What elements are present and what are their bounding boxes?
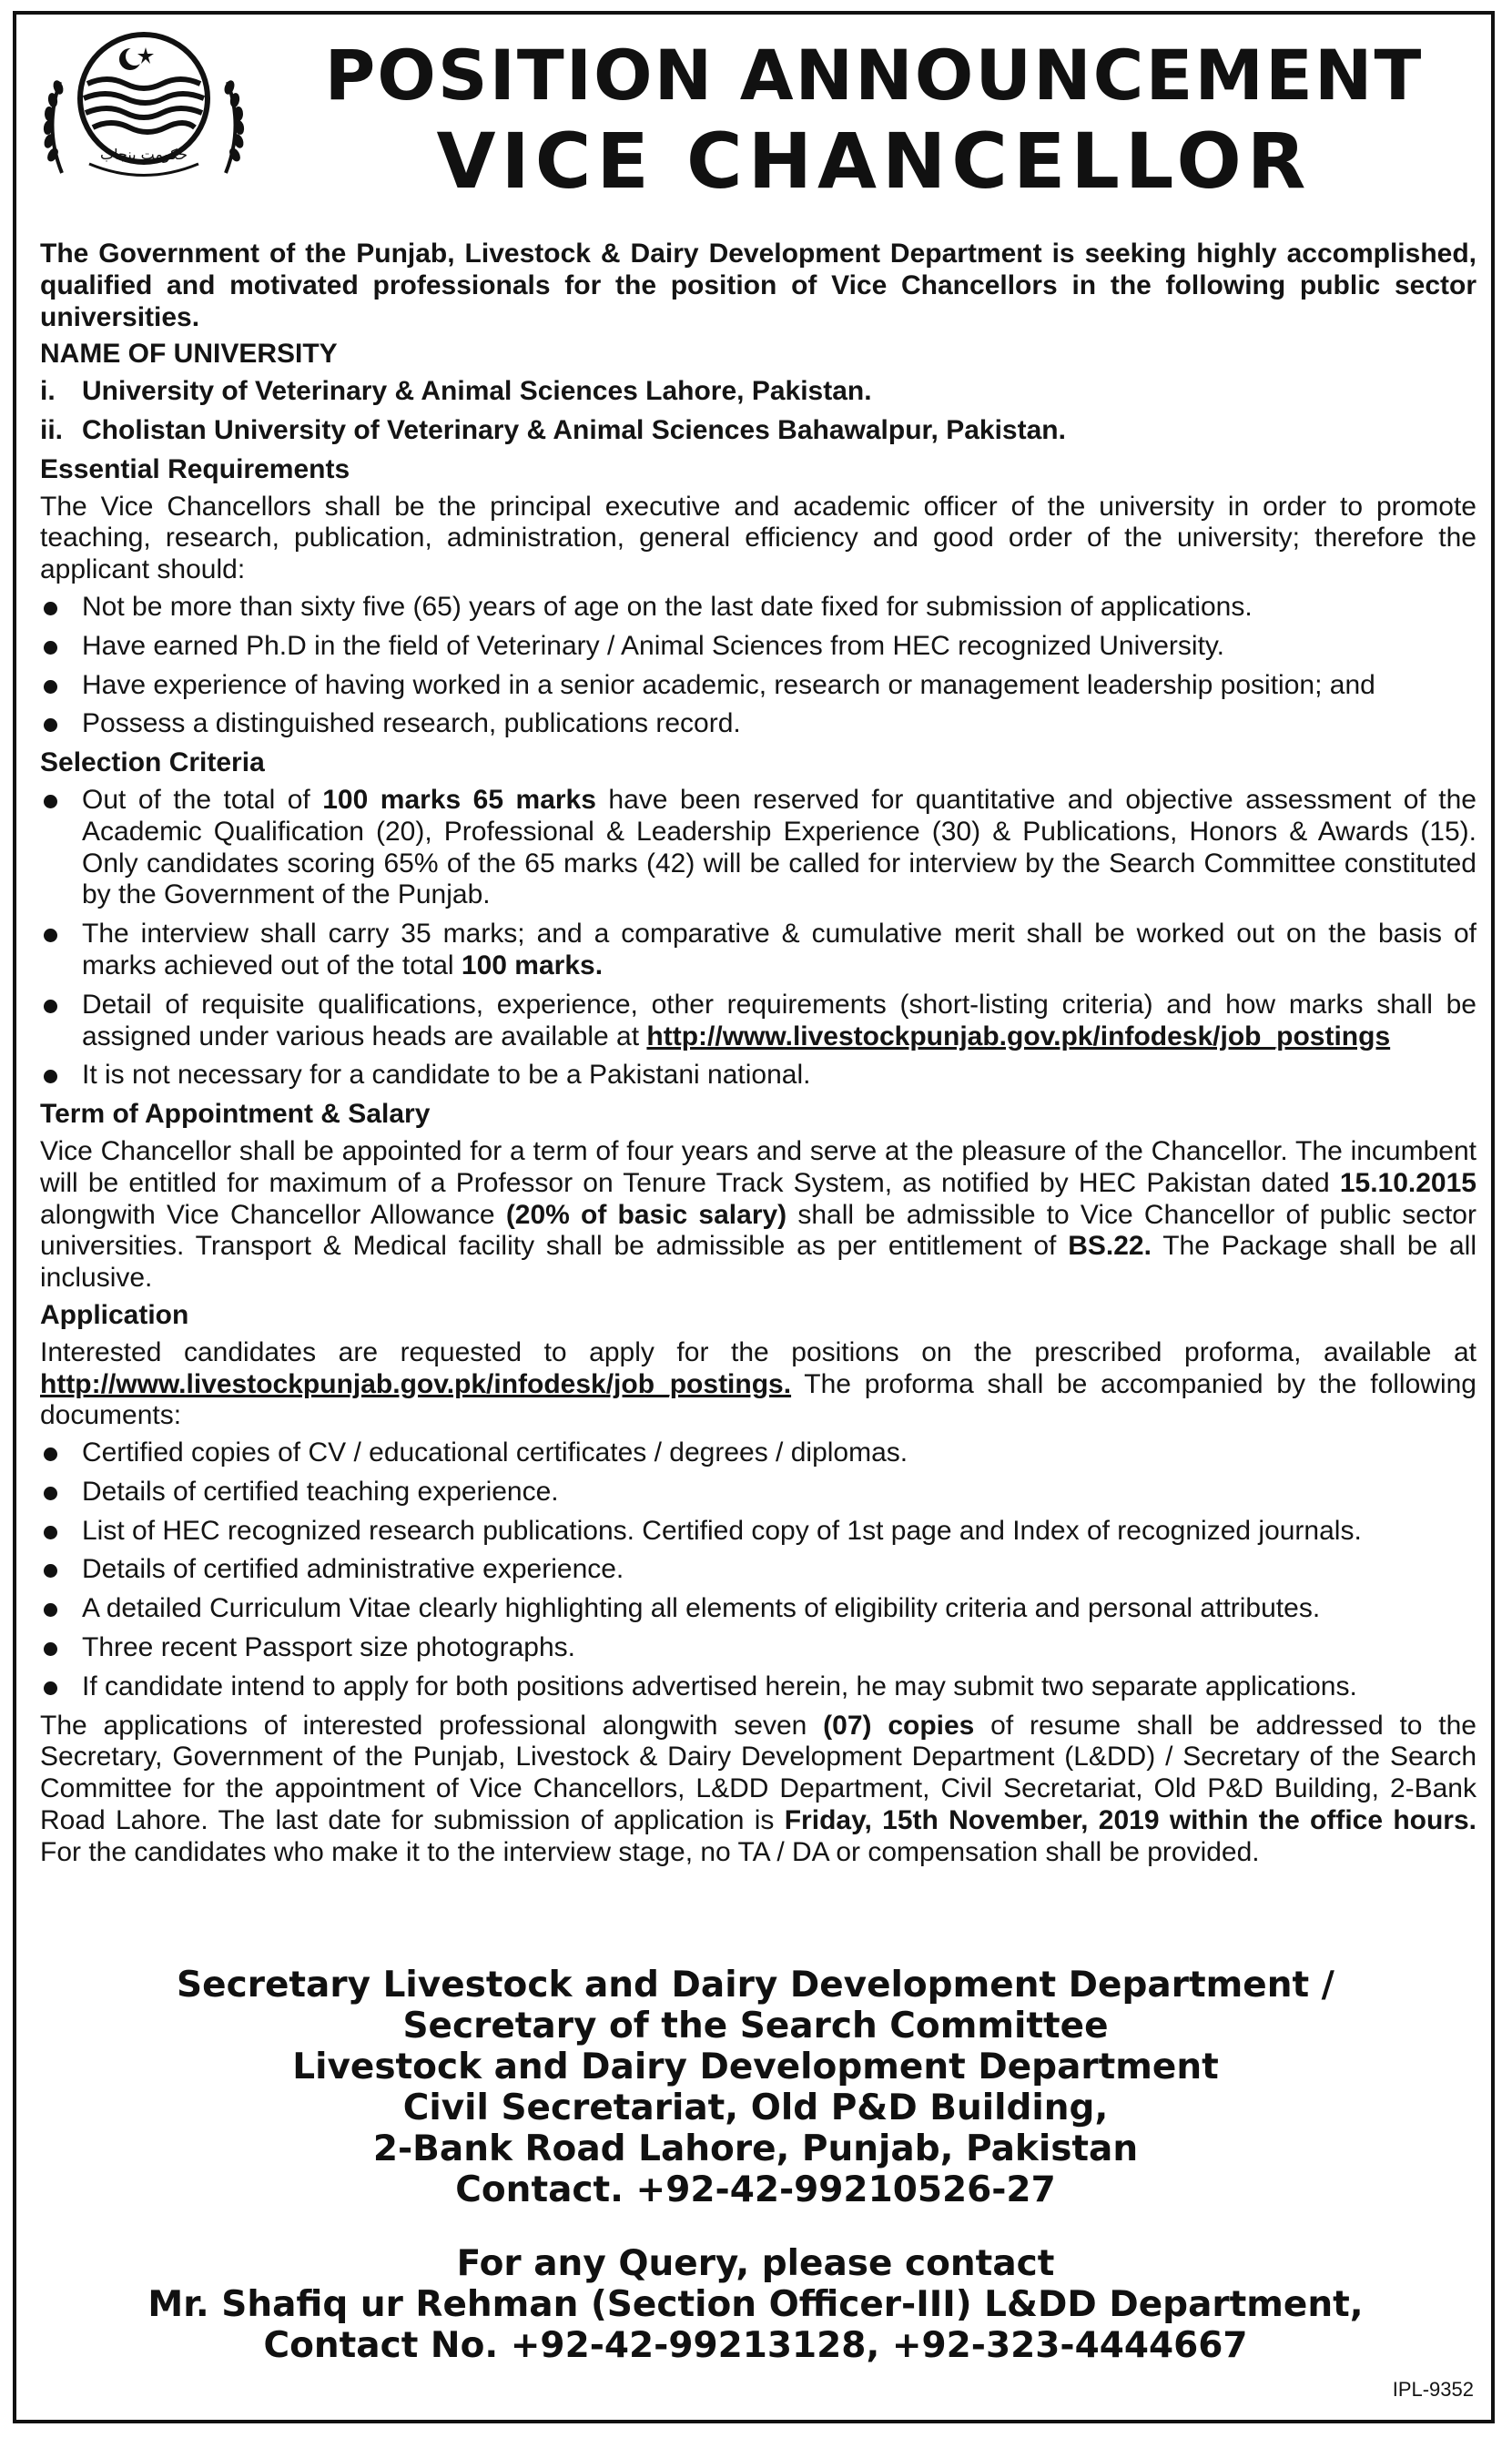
item-number: ii. (40, 414, 64, 445)
essential-requirements-heading: Essential Requirements (40, 453, 350, 484)
intro-paragraph: The Government of the Punjab, Livestock & Dairy Development Department is seeking highly accomplished, qualified and motivated professionals for the position of Vice Chancellors in the following public sector universities. (40, 239, 1476, 332)
bullet-icon (40, 1554, 82, 1586)
punjab-government-logo (35, 27, 253, 191)
bullet-icon (40, 1632, 82, 1664)
universities-heading: NAME OF UNIVERSITY (40, 339, 338, 370)
term-heading: Term of Appointment & Salary (40, 1099, 431, 1130)
announcement-title: POSITION ANNOUNCEMENT (324, 35, 1424, 116)
university-item (40, 376, 1476, 408)
essential-intro: The Vice Chancellors shall be the principal executive and academic officer of the university in order to promote teaching, research, publication, administration, general efficiency and good order of the university; therefore the applicant should: (40, 491, 1476, 585)
document-item: Details of certified teaching experience. (40, 1477, 1476, 1508)
address-line: 2-Bank Road Lahore, Punjab, Pakistan (372, 2128, 1139, 2169)
bullet-icon (40, 708, 82, 740)
address-line: Secretary Livestock and Dairy Development Department / (177, 1965, 1334, 2006)
document-item: Three recent Passport size photographs. (40, 1632, 1476, 1664)
term-paragraph: Vice Chancellor shall be appointed for a term of four years and serve at the pleasure of the Chancellor. The incumbent will be entitled for maximum of a Professor on Tenure Track System, as notified by HEC Pakistan dated 15.10.2015 alongwith Vice Chancellor Allowance (20% of basic salary) shall be admissible to Vice Chancellor of public sector universities. Transport & Medical facility shall be admissible as per entitlement of BS.22. The Package shall be all inclusive. (40, 1135, 1477, 1294)
document-item: List of HEC recognized research publications. Certified copy of 1st page and Index of recognized journals. (40, 1516, 1476, 1548)
criteria-item: It is not necessary for a candidate to be a Pakistani national. (40, 1060, 1476, 1092)
university-name: University of Veterinary & Animal Sciences Lahore, Pakistan. (82, 376, 872, 407)
proforma-link[interactable]: http://www.livestockpunjab.gov.pk/infodesk/job_postings. (40, 1368, 792, 1399)
announcement-body (40, 239, 1476, 1874)
bullet-icon (40, 1671, 82, 1703)
criteria-item: The interview shall carry 35 marks; and a comparative & cumulative merit shall be worked out on the basis of marks achieved out of the total 100 marks. (40, 919, 1476, 982)
address-line: Secretary of the Search Committee (402, 2006, 1109, 2047)
submission-paragraph: The applications of interested professional alongwith seven (07) copies of resume shall be addressed to the Secretary, Government of the Punjab, Livestock & Dairy Development Department (L&DD) / Secretary of the Search Committee for the appointment of Vice Chancellors, L&DD Department, Civil Secretariat, Old P&D Building, 2-Bank Road Lahore. The last date for submission of application is Friday, 15th November, 2019 within the office hours. For the candidates who make it to the interview stage, no TA / DA or compensation shall be provided. (40, 1710, 1476, 1867)
contact-address-block (27, 1965, 1484, 2210)
document-item: Certified copies of CV / educational certificates / degrees / diplomas. (40, 1437, 1476, 1469)
address-line: Civil Secretariat, Old P&D Building, (402, 2087, 1109, 2128)
criteria-item: Detail of requisite qualifications, experience, other requirements (short-listing criteria) and how marks shall be assigned under various heads are available at http://www.livestockpunjab.gov.pk/infodesk/job_postings (40, 990, 1476, 1053)
document-item: A detailed Curriculum Vitae clearly highlighting all elements of eligibility criteria and personal attributes. (40, 1593, 1476, 1625)
bullet-icon (40, 592, 82, 624)
application-paragraph: Interested candidates are requested to apply for the positions on the prescribed proforma, available at http://www.livestockpunjab.gov.pk/infodesk/job_postings. The proforma shall be accompanied by the following documents: (40, 1336, 1476, 1431)
requirement-item: Not be more than sixty five (65) years of age on the last date fixed for submission of applications. (40, 592, 1476, 624)
document-item: Details of certified administrative experience. (40, 1554, 1476, 1586)
document-item: If candidate intend to apply for both positions advertised herein, he may submit two separate applications. (40, 1671, 1476, 1703)
item-number: i. (40, 376, 56, 407)
bullet-icon (40, 990, 82, 1053)
bullet-icon (40, 670, 82, 702)
bullet-icon (40, 919, 82, 982)
bullet-icon (40, 1516, 82, 1548)
bullet-icon (40, 1477, 82, 1508)
selection-criteria-heading: Selection Criteria (40, 747, 265, 778)
ad-reference-number: IPL-9352 (1392, 2378, 1474, 2401)
requirement-item: Have earned Ph.D in the field of Veterinary / Animal Sciences from HEC recognized University. (40, 631, 1476, 663)
bullet-icon (40, 785, 82, 911)
university-item (40, 415, 1476, 447)
position-title: VICE CHANCELLOR (436, 117, 1312, 206)
job-postings-link[interactable]: http://www.livestockpunjab.gov.pk/infodesk/job_postings (646, 1021, 1391, 1051)
query-contact-block (27, 2243, 1484, 2366)
bullet-icon (40, 1593, 82, 1625)
criteria-item: Out of the total of 100 marks 65 marks have been reserved for quantitative and objective assessment of the Academic Qualification (20), Professional & Leadership Experience (30) & Publications, Honors & Awards (15). Only candidates scoring 65% of the 65 marks (42) will be called for interview by the Search Committee constituted by the Government of the Punjab. (40, 785, 1476, 911)
bullet-icon (40, 1060, 82, 1092)
address-line: Livestock and Dairy Development Department (292, 2047, 1219, 2087)
query-line: Contact No. +92-42-99213128, +92-323-4444667 (263, 2325, 1248, 2366)
bullet-icon (40, 1437, 82, 1469)
query-line: Mr. Shafiq ur Rehman (Section Officer-III) L&DD Department, (147, 2284, 1364, 2325)
query-line: For any Query, please contact (456, 2243, 1055, 2284)
bullet-icon (40, 631, 82, 663)
logo-caption: حکومت پنجاب (100, 146, 188, 163)
contact-line: Contact. +92-42-99210526-27 (455, 2169, 1056, 2210)
requirement-item: Have experience of having worked in a senior academic, research or management leadership position; and (40, 670, 1476, 702)
university-name: Cholistan University of Veterinary & Animal Sciences Bahawalpur, Pakistan. (82, 414, 1066, 445)
requirement-item: Possess a distinguished research, publications record. (40, 708, 1476, 740)
application-heading: Application (40, 1299, 189, 1330)
